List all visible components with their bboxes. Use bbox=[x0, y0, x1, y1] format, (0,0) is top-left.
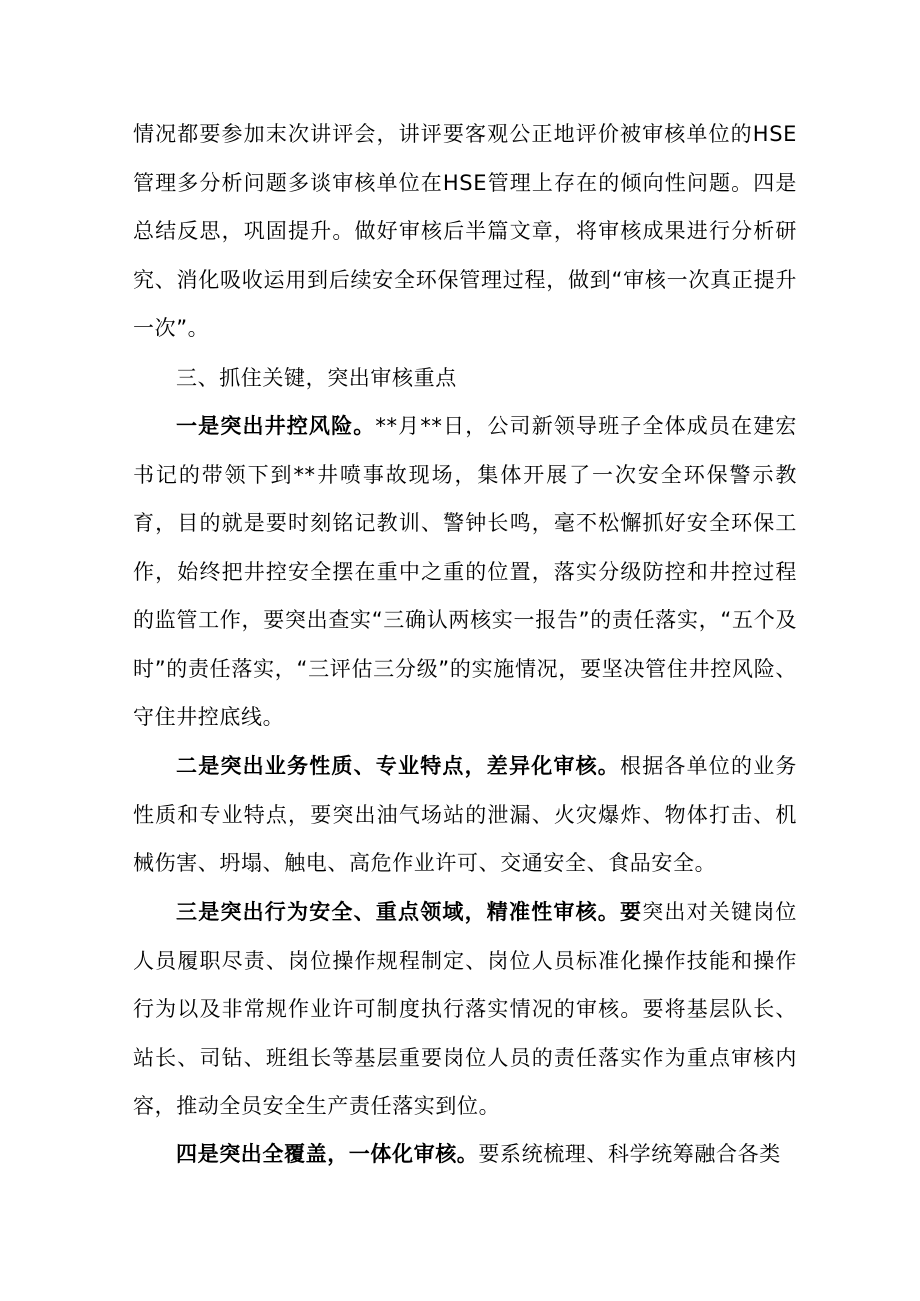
paragraph-differentiated-audit bbox=[133, 742, 797, 888]
paragraph-lead: 三是突出行为安全、重点领域，精准性审核。要 bbox=[176, 900, 643, 924]
paragraph-lead: 四是突出全覆盖，一体化审核。 bbox=[176, 1142, 479, 1166]
paragraph-text: **月**日，公司新领导班子全体成员在建宏书记的带领下到**井喷事故现场，集体开展了一次安全环保警示教育，目的就是要时刻铭记教训、警钟长鸣，毫不松懈抓好安全环保工作，始终把井控安全摆在重中之重的位置，落实分级防控和井控过程的监管工作，要突出查实“三确认两核实一报告”的责任落实，“五个及时”的责任落实，“三评估三分级”的实施情况，要坚决管住井控风险、守住井控底线。 bbox=[133, 414, 797, 729]
paragraph-review-summary bbox=[133, 110, 797, 353]
paragraph-text: 要系统梳理、科学统筹融合各类 bbox=[478, 1142, 781, 1166]
section-heading bbox=[133, 354, 797, 403]
section-heading-text: 三、抓住关键，突出审核重点 bbox=[176, 366, 457, 390]
paragraph-text: 根据各单位的业务性质和专业特点，要突出油气场站的泄漏、火灾爆炸、物体打击、机械伤害、坍塌、触电、高危作业许可、交通安全、食品安全。 bbox=[133, 754, 797, 875]
paragraph-text: 突出对关键岗位人员履职尽责、岗位操作规程制定、岗位人员标准化操作技能和操作行为以及非常规作业许可制度执行落实情况的审核。要将基层队长、站长、司钻、班组长等基层重要岗位人员的责任落实作为重点审核内容，推动全员安全生产责任落实到位。 bbox=[133, 900, 797, 1118]
paragraph-integrated-audit bbox=[133, 1130, 797, 1179]
paragraph-precision-audit bbox=[133, 888, 797, 1131]
paragraph-text: 情况都要参加末次讲评会，讲评要客观公正地评价被审核单位的HSE管理多分析问题多谈审核单位在HSE管理上存在的倾向性问题。四是总结反思，巩固提升。做好审核后半篇文章，将审核成果进行分析研究、消化吸收运用到后续安全环保管理过程，做到“审核一次真正提升一次”。 bbox=[133, 122, 797, 340]
paragraph-lead: 一是突出井控风险。 bbox=[176, 414, 376, 438]
paragraph-lead: 二是突出业务性质、专业特点，差异化审核。 bbox=[176, 754, 620, 778]
paragraph-well-control-risk bbox=[133, 402, 797, 742]
